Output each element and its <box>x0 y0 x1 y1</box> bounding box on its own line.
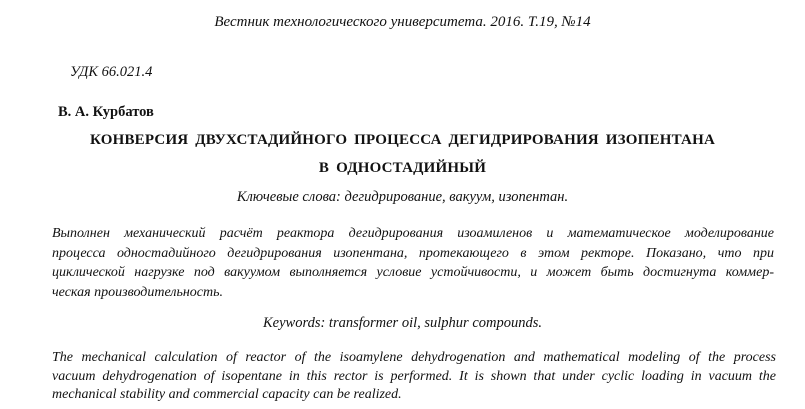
abstract-ru-line: ческая производительность. <box>52 284 223 300</box>
abstract-ru-line: Выполнен механический расчёт реактора дегидрирования изоамиленов и математическое моделирование <box>52 226 774 241</box>
paper-title-line-2: В ОДНОСТАДИЙНЫЙ <box>318 160 487 176</box>
abstract-en-line: The mechanical calculation of reactor of the isoamylene dehydrogenation and mathematical modeling of the process <box>52 350 776 365</box>
keywords-en: Keywords: transformer oil, sulphur compounds. <box>263 315 542 331</box>
abstract-en <box>52 349 776 405</box>
paper-title-line-1: КОНВЕРСИЯ ДВУХСТАДИЙНОГО ПРОЦЕССА ДЕГИДРИРОВАНИЯ ИЗОПЕНТАНА <box>90 132 715 148</box>
abstract-ru-line: циклической нагрузке под вакуумом выполняется условие устойчивости, и может быть достигнута коммер- <box>52 265 774 280</box>
journal-header: Вестник технологического университета. 2016. Т.19, №14 <box>214 14 591 30</box>
keywords-ru: Ключевые слова: дегидрирование, вакуум, изопентан. <box>236 189 569 205</box>
abstract-ru <box>52 224 774 302</box>
author-name: В. А. Курбатов <box>58 104 154 120</box>
abstract-en-line: mechanical stability and commercial capacity can be realized. <box>52 387 402 402</box>
abstract-ru-line: процесса одностадийного дегидрирования изопентана, протекающего в этом ректоре. Показано, что при <box>52 245 774 261</box>
abstract-en-line: vacuum dehydrogenation of isopentane in this rector is performed. It is shown that under cyclic loading in vacuum the <box>52 368 776 384</box>
udk-code: УДК 66.021.4 <box>70 64 153 80</box>
